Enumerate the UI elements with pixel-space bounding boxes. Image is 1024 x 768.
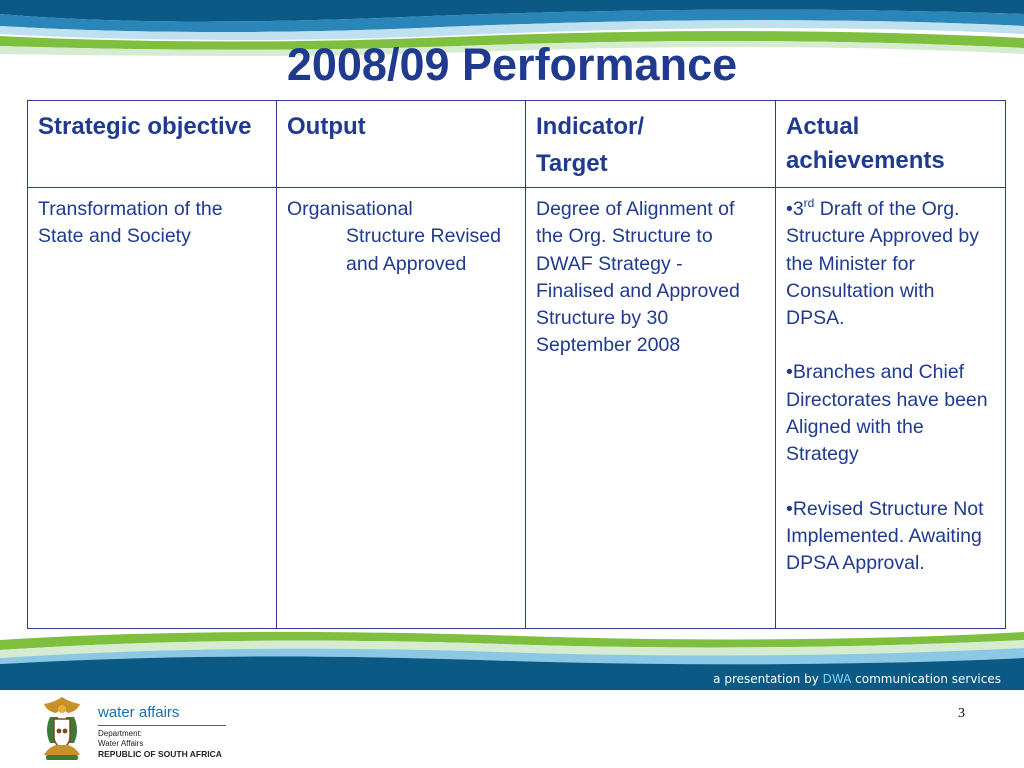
page-number: 3 <box>958 706 965 721</box>
achievement-1-rest: Draft of the Org. Structure Approved by the Minister for Consultation with DPSA. <box>786 198 979 330</box>
cell-achievements <box>776 188 1006 629</box>
header-indicator-line2: Target <box>536 150 608 177</box>
achievement-1-ordinal: rd <box>803 196 815 210</box>
cell-output-first-line: Organisational <box>287 198 413 220</box>
achievement-item: •Revised Structure Not Implemented. Awaiting DPSA Approval. <box>786 497 984 575</box>
logo-name: water affairs <box>98 704 180 721</box>
slide-title: 2008/09 Performance <box>286 39 738 90</box>
cell-output-rest: Structure Revised and Approved <box>346 225 501 275</box>
credit-suffix: communication services <box>851 672 1001 686</box>
achievement-item: •Branches and Chief Directorates have been Aligned with the Strategy <box>786 361 988 466</box>
logo-country: REPUBLIC OF SOUTH AFRICA <box>98 749 222 759</box>
logo-dept-line2: Water Affairs <box>98 739 144 748</box>
coat-of-arms-icon <box>36 695 88 763</box>
performance-table <box>27 100 1006 629</box>
achievement-item <box>786 196 995 332</box>
header-indicator-target <box>526 101 776 188</box>
logo-dept-line1: Department: <box>98 729 143 738</box>
logo-divider <box>98 725 226 726</box>
cell-strategic-objective: Transformation of the State and Society <box>28 188 277 629</box>
credit-prefix: a presentation by <box>713 672 823 686</box>
header-indicator-line1: Indicator/ <box>536 113 645 140</box>
presentation-credit <box>713 672 1001 686</box>
header-strategic-objective: Strategic objective <box>28 101 277 188</box>
logo-department <box>98 729 143 749</box>
table-header-row <box>28 101 1006 188</box>
credit-brand: DWA <box>822 672 852 686</box>
cell-output <box>277 188 526 629</box>
header-output: Output <box>277 101 526 188</box>
table-row <box>28 188 1006 629</box>
cell-indicator: Degree of Alignment of the Org. Structure to DWAF Strategy - Finalised and Approved Structure by 30 September 2008 <box>526 188 776 629</box>
water-affairs-logo <box>36 695 236 765</box>
achievement-1-prefix: •3 <box>786 198 804 220</box>
header-actual-achievements: Actual achievements <box>776 101 1006 188</box>
